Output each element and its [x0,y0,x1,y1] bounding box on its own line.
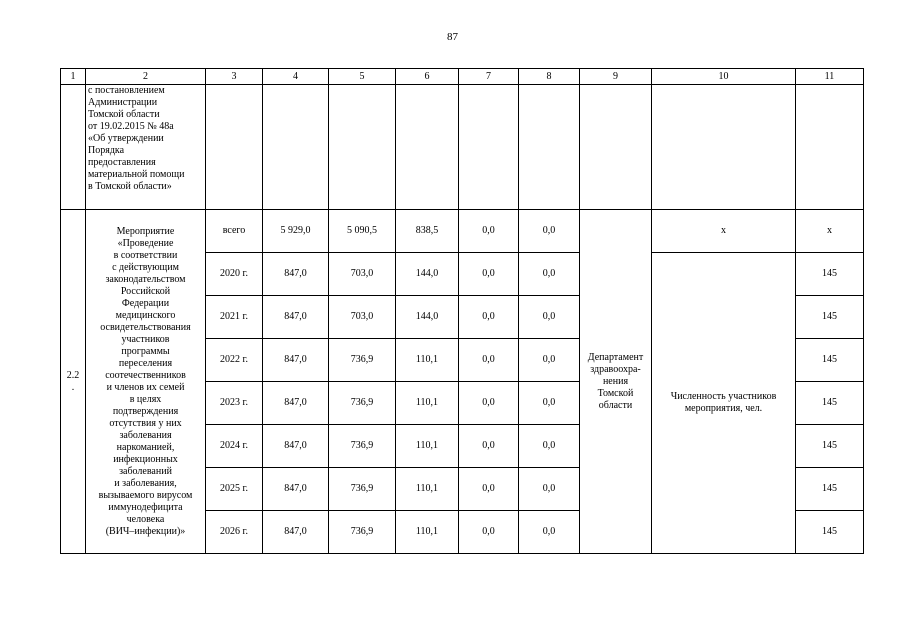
local-cell: 0,0 [459,468,519,511]
other-cell: 0,0 [519,253,580,296]
value-cell: 145 [796,296,864,339]
value-cell: 145 [796,425,864,468]
value-cell: 145 [796,511,864,554]
federal-cell: 703,0 [329,253,396,296]
column-header: 3 [206,69,263,85]
other-cell: 0,0 [519,382,580,425]
period-cell: всего [206,210,263,253]
local-cell: 0,0 [459,339,519,382]
regional-cell: 110,1 [396,339,459,382]
regional-cell: 838,5 [396,210,459,253]
regional-cell: 144,0 [396,253,459,296]
column-header: 11 [796,69,864,85]
measure-name: Мероприятие «Проведение в соответствии с действующим законодательством Российской Федерации медицинского освидетельствования участников программы переселения соотечественников и членов их семей в целях подтверждения отсутствия у них заболевания наркоманией, инфекционных заболеваний и заболевания, вызываемого вирусом иммунодефицита человека (ВИЧ–инфекции)» [86,210,206,554]
local-cell: 0,0 [459,382,519,425]
total-cell: 847,0 [263,296,329,339]
local-cell: 0,0 [459,511,519,554]
total-cell: 847,0 [263,511,329,554]
column-header: 10 [652,69,796,85]
executor-cell: Департамент здравоохра- нения Томской области [580,210,652,554]
federal-cell: 703,0 [329,296,396,339]
other-cell: 0,0 [519,425,580,468]
value-cell: 145 [796,339,864,382]
other-cell: 0,0 [519,468,580,511]
column-header: 7 [459,69,519,85]
continuation-row [61,85,864,210]
total-cell: 847,0 [263,382,329,425]
column-header: 1 [61,69,86,85]
regional-cell: 110,1 [396,425,459,468]
local-cell: 0,0 [459,210,519,253]
column-header: 6 [396,69,459,85]
column-header: 9 [580,69,652,85]
value-cell: 145 [796,253,864,296]
other-cell: 0,0 [519,511,580,554]
column-header: 4 [263,69,329,85]
measure-number: 2.2 . [61,210,86,554]
total-cell: 5 929,0 [263,210,329,253]
regional-cell: 144,0 [396,296,459,339]
other-cell: 0,0 [519,210,580,253]
regional-cell: 110,1 [396,468,459,511]
federal-cell: 736,9 [329,425,396,468]
value-cell: 145 [796,382,864,425]
continuation-text: с постановлением Администрации Томской области от 19.02.2015 № 48а «Об утверждении Порядка предоставления материальной помощи в Томской области» [86,85,206,210]
other-cell: 0,0 [519,339,580,382]
value-cell: 145 [796,468,864,511]
program-table [60,68,864,554]
period-cell: 2026 г. [206,511,263,554]
period-cell: 2024 г. [206,425,263,468]
indicator-cell: Численность участников мероприятия, чел. [652,253,796,554]
period-cell: 2022 г. [206,339,263,382]
period-cell: 2023 г. [206,382,263,425]
local-cell: 0,0 [459,253,519,296]
total-cell: 847,0 [263,468,329,511]
other-cell: 0,0 [519,296,580,339]
federal-cell: 736,9 [329,511,396,554]
page-number: 87 [447,31,458,43]
local-cell: 0,0 [459,425,519,468]
indicator-total-cell: х [652,210,796,253]
federal-cell: 736,9 [329,339,396,382]
total-cell: 847,0 [263,339,329,382]
federal-cell: 5 090,5 [329,210,396,253]
federal-cell: 736,9 [329,382,396,425]
table-row [61,210,864,253]
federal-cell: 736,9 [329,468,396,511]
period-cell: 2025 г. [206,468,263,511]
total-cell: 847,0 [263,425,329,468]
local-cell: 0,0 [459,296,519,339]
header-row [61,69,864,85]
period-cell: 2021 г. [206,296,263,339]
regional-cell: 110,1 [396,382,459,425]
column-header: 5 [329,69,396,85]
regional-cell: 110,1 [396,511,459,554]
column-header: 8 [519,69,580,85]
total-cell: 847,0 [263,253,329,296]
column-header: 2 [86,69,206,85]
value-cell: х [796,210,864,253]
period-cell: 2020 г. [206,253,263,296]
